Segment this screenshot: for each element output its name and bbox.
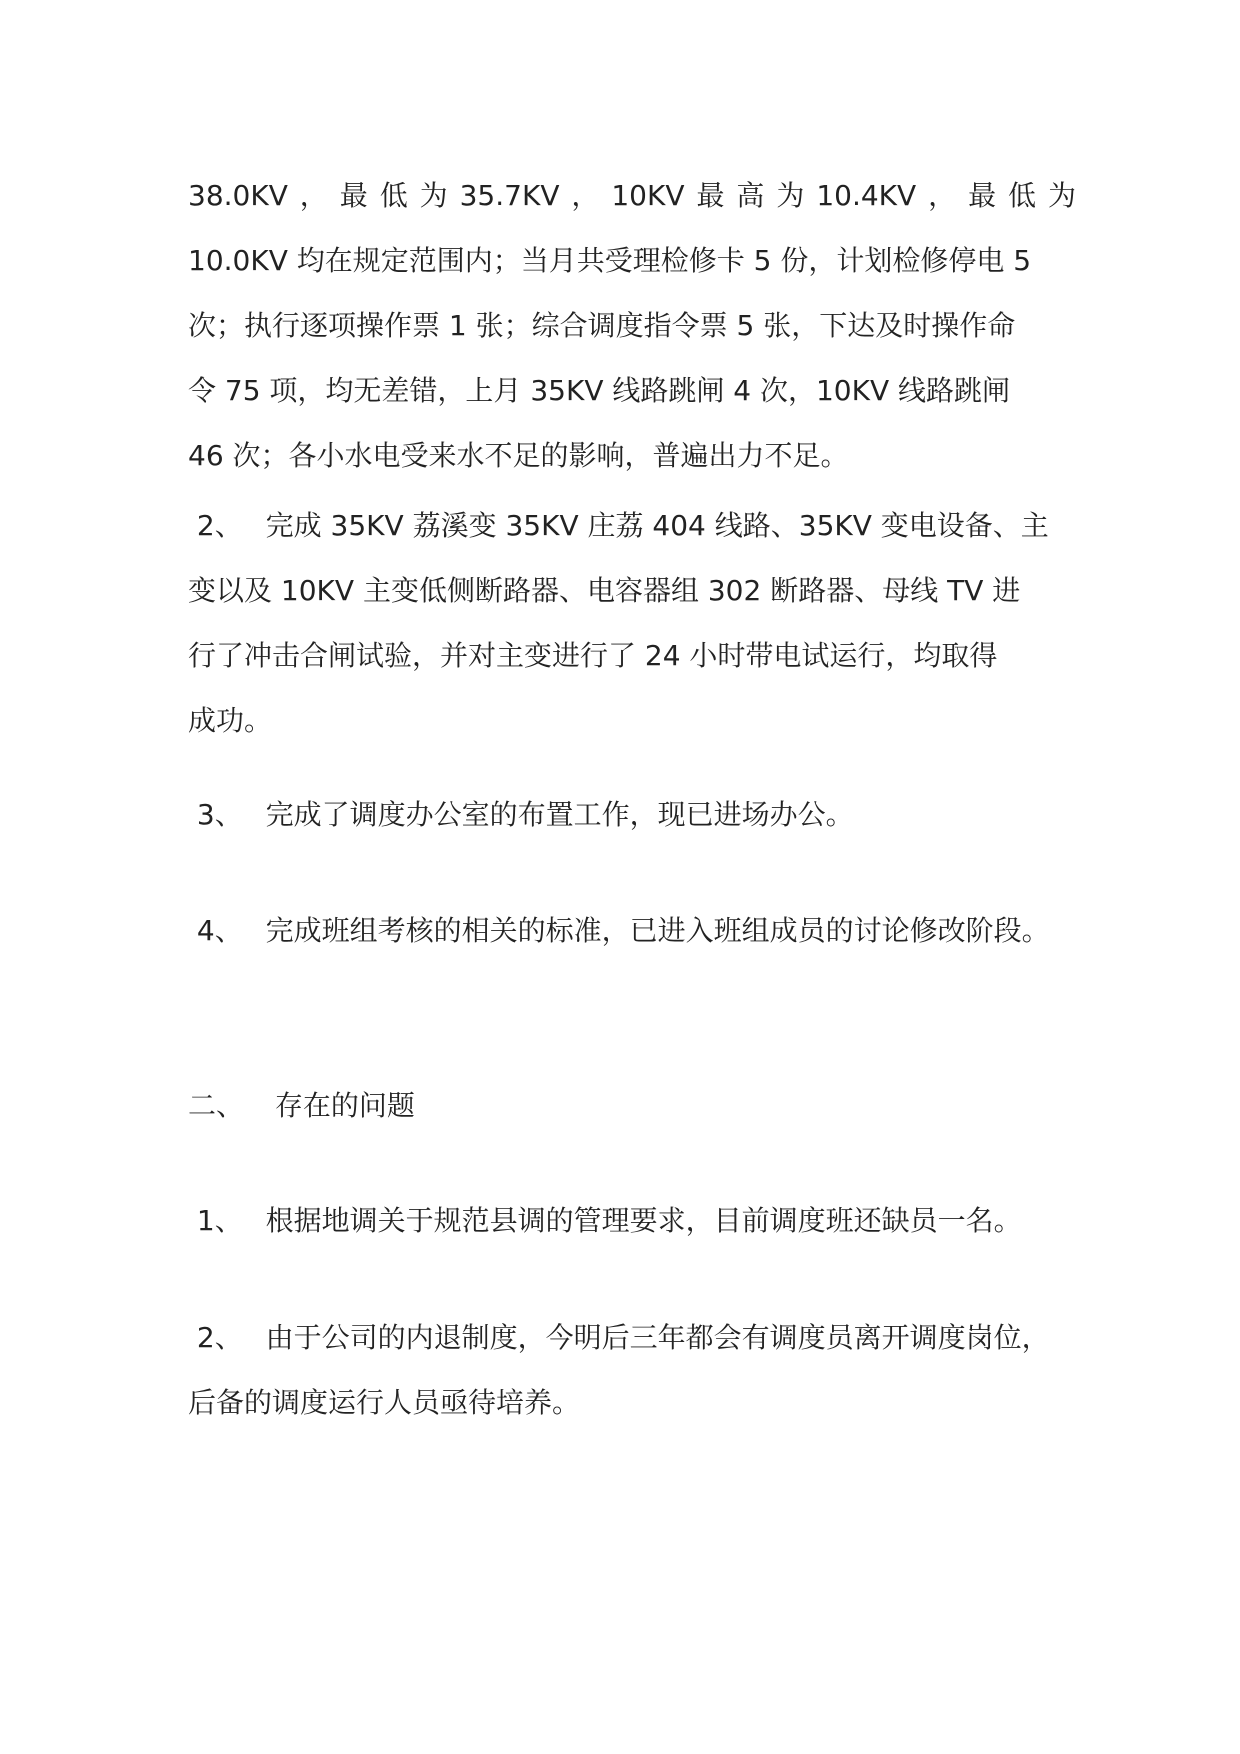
paragraph-line: 令 75 项，均无差错，上月 35KV 线路跳闸 4 次，10KV 线路跳闸 — [188, 374, 1011, 407]
justified-word: 为 — [1047, 179, 1076, 212]
paragraph-line: 46 次；各小水电受来水不足的影响，普遍出力不足。 — [188, 439, 849, 472]
problem-item-2 — [188, 1305, 1076, 1435]
justified-word: 低 — [379, 179, 408, 212]
list-item-2 — [188, 493, 1076, 753]
paragraph-line — [188, 898, 1076, 963]
paragraph-line — [188, 1188, 1076, 1253]
justified-word: 35.7KV — [459, 179, 560, 212]
section-title: 存在的问题 — [274, 1089, 415, 1122]
justified-word: 低 — [1008, 179, 1037, 212]
justified-word: 为 — [419, 179, 448, 212]
item-number: 2、 — [188, 1321, 243, 1354]
justified-word: ， — [928, 179, 957, 212]
justified-word: 为 — [776, 179, 805, 212]
paragraph-line: 10.0KV 均在规定范围内；当月共受理检修卡 5 份，计划检修停电 5 — [188, 244, 1032, 277]
justified-word: 38.0KV — [188, 179, 288, 212]
paragraph-line — [188, 493, 1076, 558]
justified-word: 最 — [339, 179, 368, 212]
paragraph-line: 成功。 — [188, 704, 273, 737]
justified-word: 10KV — [611, 179, 685, 212]
justified-word: ， — [571, 179, 600, 212]
item-number: 2、 — [188, 509, 243, 542]
justified-word: 最 — [968, 179, 997, 212]
item-text: 完成 35KV 荔溪变 35KV 庄荔 404 线路、35KV 变电设备、主 — [265, 509, 1049, 542]
paragraph-line: 变以及 10KV 主变低侧断路器、电容器组 302 断路器、母线 TV 进 — [188, 574, 1021, 607]
justified-word: 高 — [736, 179, 765, 212]
item-text: 完成班组考核的相关的标准，已进入班组成员的讨论修改阶段。 — [265, 914, 1050, 947]
list-item-3 — [188, 782, 1076, 847]
paragraph-statistics — [188, 163, 1076, 488]
section-number: 二、 — [188, 1089, 245, 1122]
problem-item-1 — [188, 1188, 1076, 1253]
paragraph-line: 后备的调度运行人员亟待培养。 — [188, 1386, 581, 1419]
section-heading — [188, 1073, 1076, 1138]
item-number: 1、 — [188, 1204, 243, 1237]
justified-word: ， — [299, 179, 328, 212]
item-text: 根据地调关于规范县调的管理要求，目前调度班还缺员一名。 — [265, 1204, 1022, 1237]
item-text: 完成了调度办公室的布置工作，现已进场办公。 — [265, 798, 854, 831]
paragraph-line — [188, 1305, 1076, 1370]
paragraph-line: 次；执行逐项操作票 1 张；综合调度指令票 5 张，下达及时操作命 — [188, 309, 1016, 342]
item-text: 由于公司的内退制度，今明后三年都会有调度员离开调度岗位， — [265, 1321, 1050, 1354]
justified-word: 最 — [696, 179, 725, 212]
list-item-4 — [188, 898, 1076, 963]
heading-line — [188, 1073, 1076, 1138]
item-number: 4、 — [188, 914, 243, 947]
paragraph-line — [188, 163, 1076, 228]
paragraph-line: 行了冲击合闸试验，并对主变进行了 24 小时带电试运行，均取得 — [188, 639, 998, 672]
paragraph-line — [188, 782, 1076, 847]
justified-word: 10.4KV — [816, 179, 917, 212]
item-number: 3、 — [188, 798, 243, 831]
